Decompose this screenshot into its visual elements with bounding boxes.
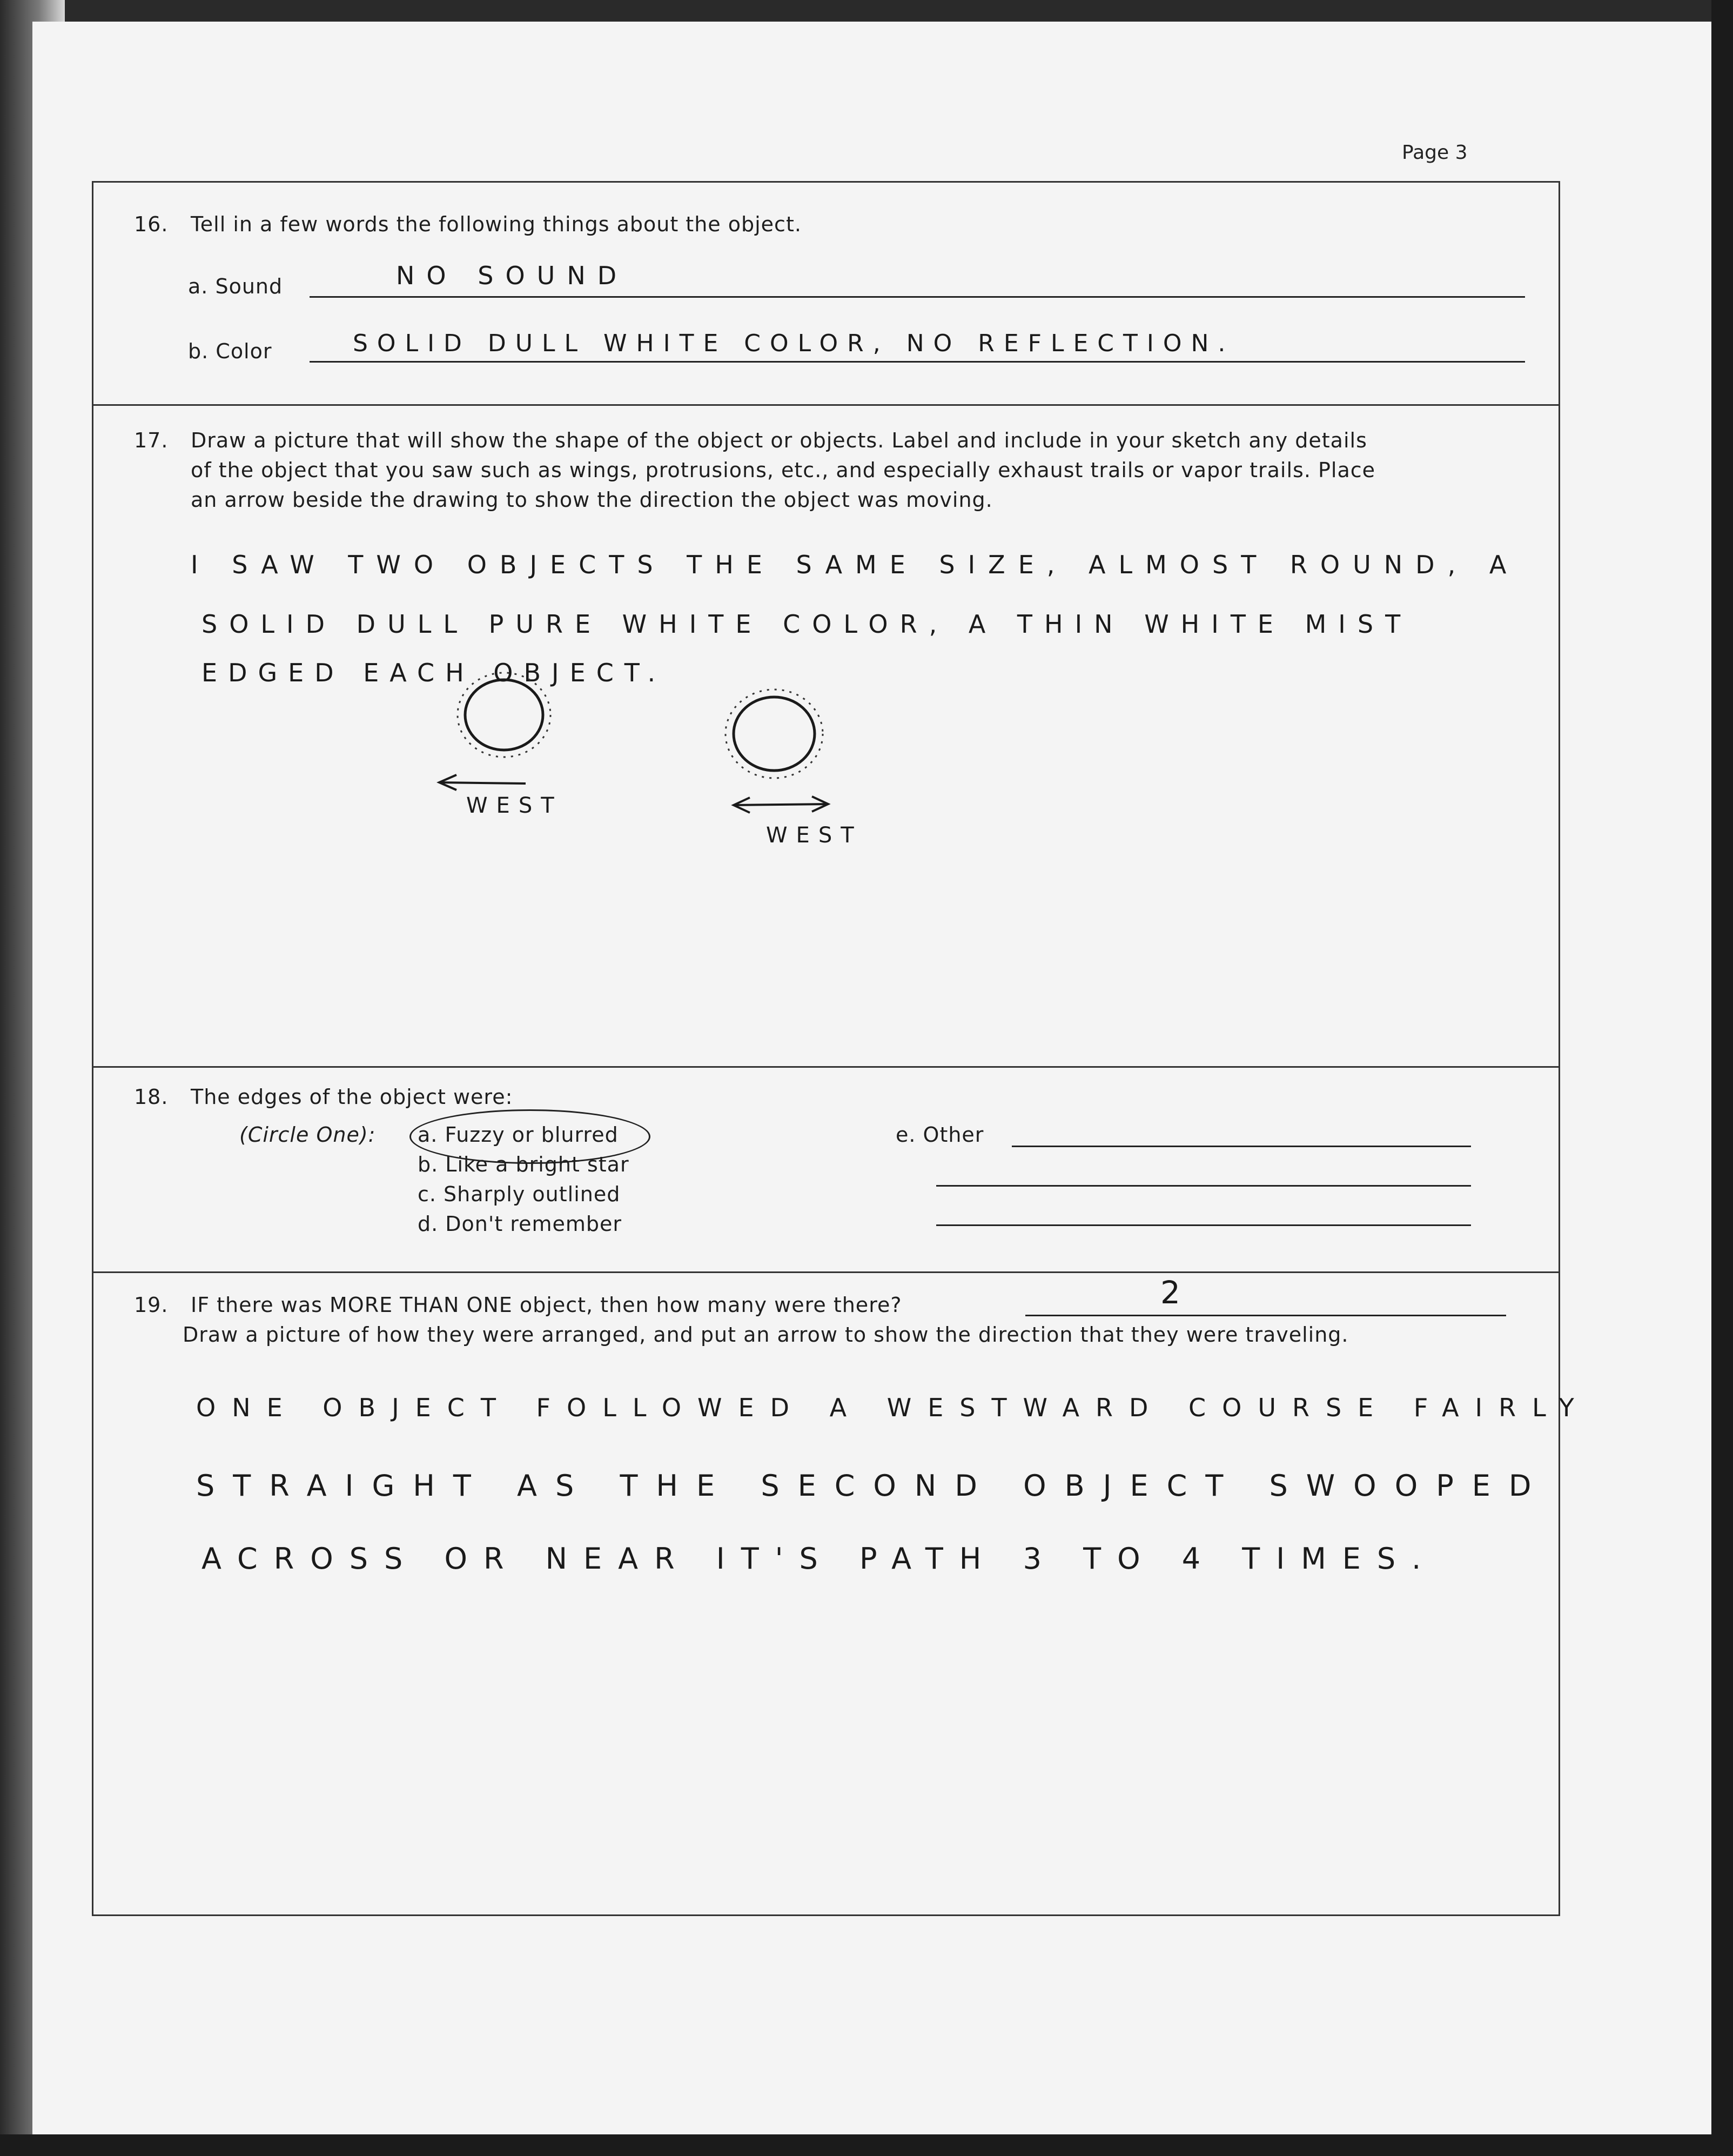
divider [93, 1271, 1559, 1273]
question-number: 17. [134, 428, 169, 452]
scan-bottom-border [0, 2134, 1733, 2156]
option-d[interactable]: d. Don't remember [418, 1212, 622, 1236]
question-number: 16. [134, 212, 169, 236]
question-prompt-line-2: Draw a picture of how they were arranged, and put an arrow to show the direction that they were traveling. [183, 1323, 1349, 1347]
sound-label: a. Sound [188, 274, 283, 298]
other-answer-line[interactable] [936, 1224, 1471, 1226]
other-answer-line[interactable] [936, 1185, 1471, 1187]
answer-line-2: STRAIGHT AS THE SECOND OBJECT SWOOPED [196, 1469, 1550, 1503]
option-c[interactable]: c. Sharply outlined [418, 1182, 621, 1206]
option-b[interactable]: b. Like a bright star [418, 1153, 629, 1176]
question-prompt-line-2: of the object that you saw such as wings, protrusions, etc., and especially exhaust trails or vapor trails. Place [191, 458, 1376, 482]
divider [93, 1066, 1559, 1068]
count-answer-line [1025, 1315, 1506, 1316]
answer-line-3: ACROSS OR NEAR IT'S PATH 3 TO 4 TIMES. [201, 1542, 1438, 1576]
object-sketch [418, 674, 958, 880]
sketch-label-west-1: WEST [466, 793, 563, 818]
sound-answer-line [310, 296, 1525, 298]
question-prompt: The edges of the object were: [191, 1085, 513, 1109]
divider [93, 404, 1559, 406]
object-1-drawing [458, 673, 550, 757]
answer-line-3: EDGED EACH OBJECT. [201, 658, 667, 687]
color-answer: SOLID DULL WHITE COLOR, NO REFLECTION. [353, 330, 1235, 357]
sound-answer: NO SOUND [396, 261, 629, 290]
question-prompt-line-1: Draw a picture that will show the shape of the object or objects. Label and include in your sketch any details [191, 428, 1367, 452]
object-1-arrow [439, 775, 526, 790]
circle-instruction: (Circle One): [239, 1123, 376, 1147]
other-answer-line[interactable] [1012, 1146, 1471, 1147]
option-a[interactable]: a. Fuzzy or blurred [418, 1123, 619, 1147]
question-prompt-line-3: an arrow beside the drawing to show the direction the object was moving. [191, 488, 993, 512]
questionnaire-form [92, 181, 1590, 1916]
option-e-other: e. Other [896, 1123, 984, 1147]
answer-line-2: SOLID DULL PURE WHITE COLOR, A THIN WHITE MIST [201, 610, 1413, 639]
scan-right-border [1711, 0, 1733, 2156]
color-label: b. Color [188, 339, 272, 363]
answer-line-1: I SAW TWO OBJECTS THE SAME SIZE, ALMOST ROUND, A [191, 550, 1520, 579]
page-number: Page 3 [1402, 142, 1468, 164]
color-answer-line [310, 361, 1525, 363]
question-number: 19. [134, 1293, 169, 1317]
sketch-label-west-2: WEST [766, 823, 863, 848]
object-2-drawing [726, 689, 823, 778]
question-prompt: Tell in a few words the following things about the object. [191, 212, 802, 236]
count-answer: 2 [1160, 1274, 1192, 1311]
question-prompt-line-1: IF there was MORE THAN ONE object, then how many were there? [191, 1293, 902, 1317]
answer-line-1: ONE OBJECT FOLLOWED A WESTWARD COURSE FAIRLY [196, 1393, 1590, 1422]
question-number: 18. [134, 1085, 169, 1109]
object-2-arrow [734, 796, 828, 813]
